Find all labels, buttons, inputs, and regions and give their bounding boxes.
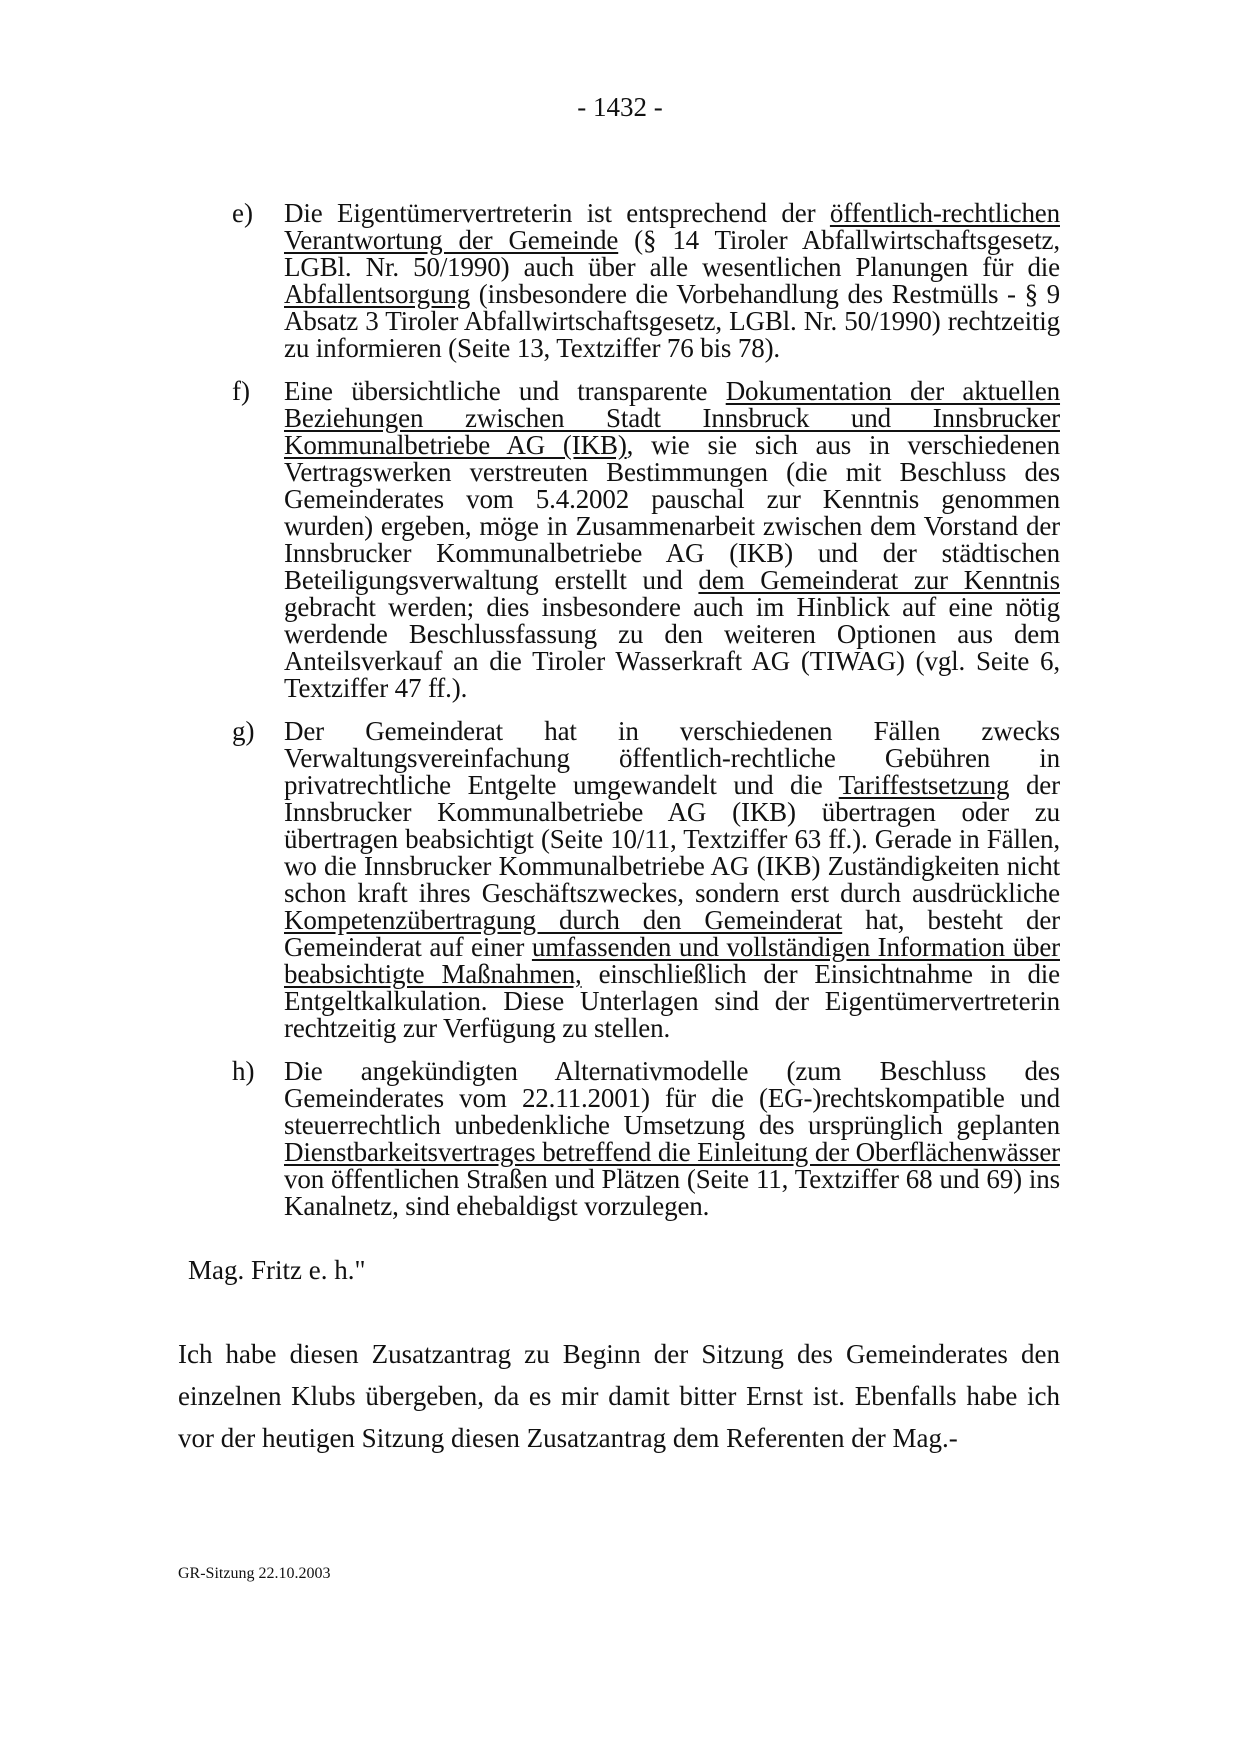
text-segment: (insbesondere die Vorbehandlung des Restmülls - § 9 Absatz 3 Tiroler Abfallwirtschaftsgesetz, LGBl. Nr. 50/1990) rechtzeitig zu informieren (Seite 13, Textziffer 76 bis 78). (284, 279, 1060, 363)
item-label: g) (232, 716, 255, 746)
text-segment: Der Gemeinderat hat in verschiedenen Fällen zwecks Verwaltungsvereinfachung öffentlich-rechtliche Gebühren in privatrechtliche Entgelte umgewandelt und die (284, 716, 1060, 800)
text-segment: , wie sie sich aus in verschiedenen Vertragswerken verstreuten Bestimmungen (die mit Beschluss des Gemeinderates vom 5.4.2002 pauschal zur Kenntnis genommen wurden) ergeben, möge in Zusammenarbeit zwischen dem Vorstand der Innsbrucker Kommunalbetriebe AG (IKB) und der städtischen Beteiligungsverwaltung erstellt und (284, 430, 1060, 595)
list-item (228, 378, 1060, 702)
underlined-text: Dienstbarkeitsvertrages betreffend die Einleitung der Oberflächenwässer (284, 1137, 1060, 1167)
list-item (228, 200, 1060, 362)
underlined-text: umfassenden und vollständigen Information über beabsichtigte Maßnahmen, (284, 932, 1060, 989)
list-item (228, 1058, 1060, 1220)
underlined-text: dem Gemeinderat zur Kenntnis (698, 565, 1060, 595)
signature: Mag. Fritz e. h." (188, 1255, 366, 1285)
underlined-text: Abfallentsorgung (284, 279, 471, 309)
page-number: - 1432 - (577, 92, 663, 122)
text-segment: (§ 14 Tiroler Abfallwirtschaftsgesetz, LGBl. Nr. 50/1990) auch über alle wesentlichen Planungen für die (284, 225, 1060, 282)
item-label: f) (232, 376, 250, 406)
underlined-text: Kompetenzübertragung durch den Gemeinderat (284, 905, 843, 935)
text-segment: der Innsbrucker Kommunalbetriebe AG (IKB) übertragen oder zu übertragen beabsichtigt (Seite 10/11, Textziffer 63 ff.). Gerade in Fällen, wo die Innsbrucker Kommunalbetriebe AG (IKB) Zuständigkeiten nicht schon kraft ihres Geschäftszweckes, sondern erst durch ausdrückliche (284, 770, 1060, 908)
item-label: e) (232, 198, 253, 228)
item-text (284, 718, 1060, 1042)
item-text (284, 1058, 1060, 1220)
body-paragraph: Ich habe diesen Zusatzantrag zu Beginn der Sitzung des Gemeinderates den einzelnen Klubs übergeben, da es mir damit bitter Ernst ist. Ebenfalls habe ich vor der heutigen Sitzung diesen Zusatzantrag dem Referenten der Mag.- (178, 1339, 1060, 1453)
item-text (284, 200, 1060, 362)
underlined-text: Tariffestsetzung (838, 770, 1010, 800)
text-segment: Eine übersichtliche und transparente (284, 376, 726, 406)
footer-session-date: GR-Sitzung 22.10.2003 (178, 1565, 331, 1582)
text-segment: gebracht werden; dies insbesondere auch im Hinblick auf eine nötig werdende Beschlussfassung zu den weiteren Optionen aus dem Anteilsverkauf an die Tiroler Wasserkraft AG (TIWAG) (vgl. Seite 6, Textziffer 47 ff.). (284, 592, 1060, 703)
underlined-text: Dokumentation der aktuellen Beziehungen zwischen Stadt Innsbruck und Innsbrucker Kommunalbetriebe AG (IKB) (284, 376, 1061, 460)
text-segment: Die angekündigten Alternativmodelle (zum Beschluss des Gemeinderates vom 22.11.2001) für die (EG-)rechtskompatible und steuerrechtlich unbedenkliche Umsetzung des ursprünglich geplanten (284, 1056, 1060, 1140)
item-text (284, 378, 1060, 702)
text-segment: von öffentlichen Straßen und Plätzen (Seite 11, Textziffer 68 und 69) ins Kanalnetz, sind ehebaldigst vorzulegen. (284, 1164, 1060, 1221)
item-list (228, 200, 1060, 1236)
list-item (228, 718, 1060, 1042)
text-segment: einschließlich der Einsichtnahme in die Entgeltkalkulation. Diese Unterlagen sind der Eigentümervertreterin rechtzeitig zur Verfügung zu stellen. (284, 959, 1060, 1043)
text-segment: Die Eigentümervertreterin ist entsprechend der (284, 198, 830, 228)
text-segment: hat, besteht der Gemeinderat auf einer (284, 905, 1061, 962)
item-label: h) (232, 1056, 255, 1086)
underlined-text: öffentlich-rechtlichen Verantwortung der Gemeinde (284, 198, 1060, 255)
